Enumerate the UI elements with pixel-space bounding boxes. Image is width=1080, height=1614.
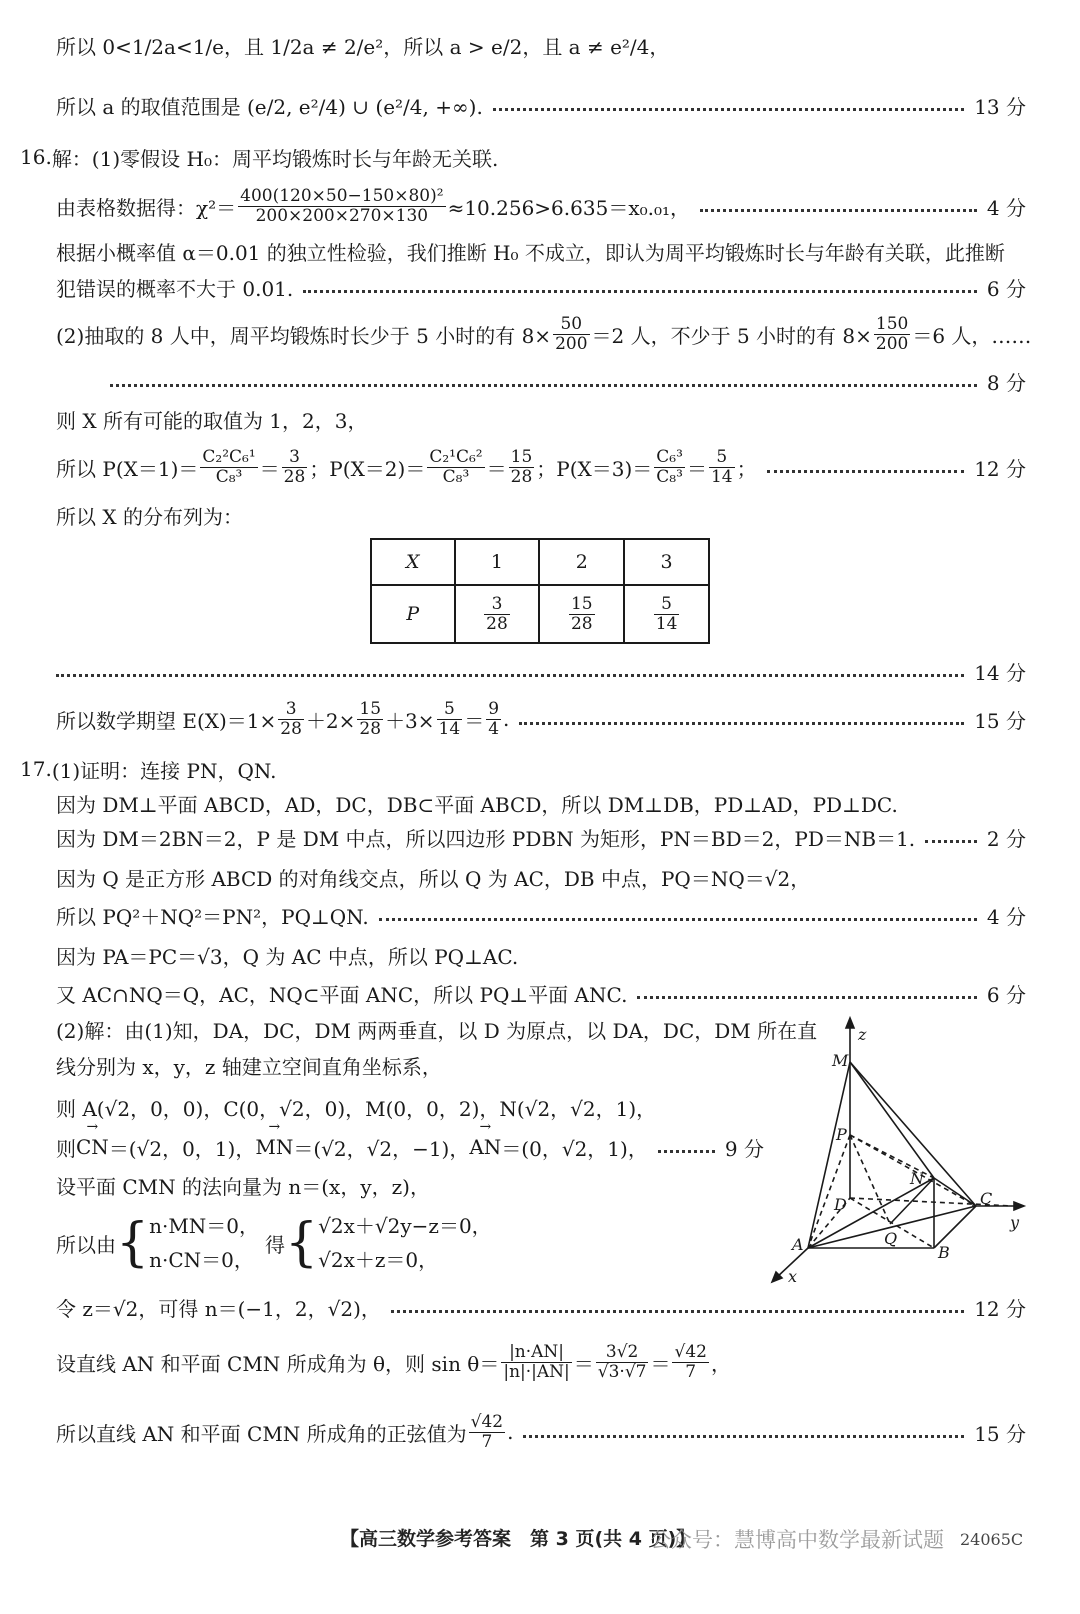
text: . <box>507 1420 514 1444</box>
score: 4 分 <box>986 195 1026 220</box>
score-line-14 <box>56 654 1026 688</box>
proof-line-1 <box>56 786 1026 820</box>
system-line: 所以由 { n·MN＝0， n·CN＝0， 得 { √2x＋√2y−z＝0， √2x＋z＝0， <box>56 1208 764 1278</box>
table-cell: P <box>371 585 455 643</box>
edge-MN <box>850 1062 934 1178</box>
text: ＝6 人，…… <box>912 323 1032 348</box>
label-A: A <box>792 1235 804 1254</box>
proof-line-5 <box>56 938 1026 972</box>
text: (1)证明：连接 PN，QN. <box>51 758 277 783</box>
x-values-line <box>56 402 1026 436</box>
text: ， <box>710 1351 731 1376</box>
text: ；P(X＝3)＝ <box>536 456 653 481</box>
probability-line: 所以 P(X＝1)＝ $\frac{\text{C₂²C₆¹}}{\text{C₈³}}$ ＝ $\frac{3}{28}$ ；P(X＝2)＝ $\frac{\text{C₂¹C₆²}}{\text{C₈³}}$ ＝ $\frac{15}{28}$ ；P(X＝3)＝ $\frac{\text{C₆³}}{\text{C₈³}}$ ＝ $\frac{5}{14}$ ； 12 分 <box>56 446 1026 487</box>
leader-dots <box>925 840 977 843</box>
text: ； <box>736 456 757 481</box>
text: ＋3× <box>385 708 435 733</box>
distribution-intro <box>56 498 1026 532</box>
fraction: $\frac{√42}{7}$ <box>470 1411 504 1452</box>
fraction: $\frac{|n\cdot AN|}{|n|\cdot|AN|}$ <box>503 1341 570 1382</box>
score: 12 分 <box>974 1296 1026 1321</box>
z-axis-arrow <box>846 1018 854 1028</box>
fraction: $\frac{5}{14}$ <box>710 446 733 487</box>
score: 6 分 <box>986 982 1026 1007</box>
system-left: n·MN＝0， n·CN＝0， <box>149 1214 260 1272</box>
label-B: B <box>938 1243 950 1262</box>
text: 则 <box>56 1136 76 1161</box>
fraction: $\frac{\text{C₂²C₆¹}}{\text{C₈³}}$ <box>202 446 256 487</box>
fraction: $\frac{15}{28}$ <box>510 446 533 487</box>
continuation-line-2 <box>56 88 1026 122</box>
edge-MA <box>808 1062 850 1248</box>
leader-dots <box>637 996 976 999</box>
sine-line: 设直线 AN 和平面 CMN 所成角为 θ，则 sin θ＝ $\frac{|n\cdot AN|}{|n|\cdot|AN|}$ ＝ $\frac{3√2}{√3\cdot√7}$ ＝ $\frac{√42}{7}$ ， <box>56 1341 731 1382</box>
table-row <box>371 539 709 585</box>
text: ≈10.256>6.635＝x₀.₀₁， <box>447 195 691 220</box>
table-cell: 2 <box>539 539 624 585</box>
leader-dots <box>700 209 977 212</box>
score: 8 分 <box>986 370 1026 395</box>
proof-line-3 <box>56 860 1026 894</box>
score: 4 分 <box>986 904 1026 929</box>
doc-code: 24065C <box>960 1530 1024 1549</box>
leader-dots <box>493 108 964 111</box>
fraction: $\frac{3√2}{√3\cdot√7}$ <box>597 1341 647 1382</box>
vector-mn: → MN <box>255 1135 293 1159</box>
leader-dots <box>767 470 965 473</box>
leader-dots <box>56 674 964 677</box>
text: ＝2 人，不少于 5 小时的有 8× <box>591 323 872 348</box>
fraction: $\frac{3}{28}$ <box>283 446 306 487</box>
text: ＝(0，√2，1)， <box>501 1136 648 1161</box>
y-axis-arrow <box>1014 1202 1024 1210</box>
leader-dots <box>303 290 977 293</box>
fraction: $\frac{15}{28}$ <box>359 698 382 739</box>
fraction: $\frac{\text{C₆³}}{\text{C₈³}}$ <box>656 446 683 487</box>
text: 犯错误的概率不大于 0.01. <box>56 276 294 301</box>
text: 所以 PQ²＋NQ²＝PN²，PQ⊥QN. <box>56 904 369 929</box>
text: 所以 P(X＝1)＝ <box>56 456 199 481</box>
fraction: $\frac{3}{28}$ <box>280 698 302 739</box>
label-Q: Q <box>884 1229 898 1248</box>
inference-line-2 <box>56 270 1026 304</box>
score: 9 分 <box>724 1136 764 1161</box>
score: 15 分 <box>974 1421 1026 1446</box>
text: 所以 X 的分布列为： <box>56 504 243 529</box>
vectors-line <box>56 1130 764 1164</box>
fraction: $\frac{5}{14}$ <box>438 698 461 739</box>
proof-line-4 <box>56 898 1026 932</box>
inference-line-1 <box>56 234 1026 268</box>
text: 所以直线 AN 和平面 CMN 所成角的正弦值为 <box>56 1421 467 1446</box>
coords-line <box>56 1090 764 1124</box>
vector-cn: → CN <box>76 1135 109 1159</box>
final-answer-line <box>56 1410 1026 1454</box>
table-cell: 3 <box>624 539 709 585</box>
text: 由表格数据得：χ²＝ <box>56 195 237 220</box>
text: (2)解：由(1)知，DA，DC，DM 两两垂直，以 D 为原点，以 DA，DC，DM 所在直 <box>56 1018 818 1043</box>
text: ＝(√2，0，1)， <box>108 1136 256 1161</box>
score: 14 分 <box>974 660 1026 685</box>
text: 所以数学期望 E(X)＝1× <box>56 708 277 733</box>
label-z: z <box>858 1025 867 1044</box>
sampling-line <box>56 313 1032 354</box>
chi-square-line <box>56 186 1026 226</box>
question-number: 17. <box>20 757 52 781</box>
fraction: $\frac{9}{4}$ <box>488 698 500 739</box>
table-cell: $\frac{3}{28}$ <box>455 585 540 643</box>
chi-fraction: $\frac{\text{400(120×50−150×80)²}}{200\times 200\times 270\times 130}$ <box>240 185 444 226</box>
fraction: $\frac{\text{C₂¹C₆²}}{\text{C₈³}}$ <box>429 446 483 487</box>
question-number: 16. <box>20 145 52 169</box>
leader-dots <box>379 918 977 921</box>
fraction: $\frac{150}{200}$ <box>875 313 909 354</box>
continuation-line-1 <box>56 28 1026 62</box>
score: 6 分 <box>986 276 1026 301</box>
normal-result-line <box>56 1290 1026 1324</box>
score: 2 分 <box>986 826 1026 851</box>
q16-heading <box>20 140 1026 174</box>
text: 线分别为 x，y，z 轴建立空间直角坐标系， <box>56 1054 442 1079</box>
normal-vector-line <box>56 1168 764 1202</box>
leader-dots <box>110 384 977 387</box>
label-D: D <box>834 1195 847 1214</box>
text: 因为 PA＝PC＝√3，Q 为 AC 中点，所以 PQ⊥AC. <box>56 944 519 969</box>
table-cell: $\frac{15}{28}$ <box>539 585 624 643</box>
part2-line-1 <box>56 1012 818 1046</box>
score-line-8 <box>110 364 1026 398</box>
text: 所以 a 的取值范围是 (e/2, e²/4) ∪ (e²/4, +∞). <box>56 94 483 119</box>
q17-heading <box>20 752 1026 786</box>
edge-PQ <box>850 1135 890 1224</box>
edge-BC <box>934 1206 976 1248</box>
leader-dots <box>523 1435 964 1438</box>
fraction: $\frac{50}{200}$ <box>555 313 588 354</box>
text: 又 AC∩NQ＝Q，AC，NQ⊂平面 ANC，所以 PQ⊥平面 ANC. <box>56 982 628 1007</box>
score: 15 分 <box>974 708 1026 733</box>
text: 根据小概率值 α＝0.01 的独立性检验，我们推断 H₀ 不成立，即认为周平均锻炼时长与年龄有关联，此推断 <box>56 240 1005 265</box>
leader-dots <box>519 722 964 725</box>
label-N: N <box>910 1169 924 1188</box>
text: 解：(1)零假设 H₀：周平均锻炼时长与年龄无关联. <box>51 146 499 171</box>
label-P: P <box>836 1125 847 1144</box>
text: ＋2× <box>305 708 356 733</box>
proof-line-2 <box>56 820 1026 854</box>
leader-dots <box>391 1310 964 1313</box>
text: (2)抽取的 8 人中，周平均锻炼时长少于 5 小时的有 8× <box>56 323 552 348</box>
vector-an: → AN <box>469 1135 501 1159</box>
text: 因为 Q 是正方形 ABCD 的对角线交点，所以 Q 为 AC，DB 中点，PQ＝NQ＝√2， <box>56 866 811 891</box>
text: 因为 DM＝2BN＝2，P 是 DM 中点，所以四边形 PDBN 为矩形，PN＝BD＝2，PD＝NB＝1. <box>56 826 916 851</box>
watermark: 公众号：慧博高中数学最新试题 <box>650 1528 944 1552</box>
fraction: $\frac{√42}{7}$ <box>674 1341 707 1382</box>
proof-line-6 <box>56 976 1026 1010</box>
text: 得 <box>265 1232 286 1257</box>
text: 令 z＝√2，可得 n＝(−1，2，√2)， <box>56 1296 381 1321</box>
label-C: C <box>980 1189 993 1208</box>
table-cell: $\frac{5}{14}$ <box>624 585 709 643</box>
system-right: √2x＋√2y−z＝0， √2x＋z＝0， <box>318 1214 492 1272</box>
table-cell: 1 <box>455 539 540 585</box>
label-y: y <box>1010 1213 1020 1232</box>
part2-line-2 <box>56 1048 764 1082</box>
label-x: x <box>788 1267 798 1286</box>
text: 所以由 <box>56 1232 116 1257</box>
table-cell: X <box>371 539 455 585</box>
text: 因为 DM⊥平面 ABCD，AD，DC，DB⊂平面 ABCD，所以 DM⊥DB，PD⊥AD，PD⊥DC. <box>56 792 898 817</box>
text: ＝(√2，√2，−1)， <box>293 1136 470 1161</box>
score: 13 分 <box>974 94 1026 119</box>
score: 12 分 <box>974 456 1026 481</box>
distribution-table <box>370 538 710 644</box>
text: 设平面 CMN 的法向量为 n＝(x，y，z)， <box>56 1174 430 1199</box>
text: 设直线 AN 和平面 CMN 所成角为 θ，则 sin θ＝ <box>56 1351 500 1376</box>
coordinate-figure <box>760 1010 1030 1290</box>
text: 所以 0<1/2a<1/e，且 1/2a ≠ 2/e²，所以 a > e/2，且 a ≠ e²/4， <box>56 34 670 59</box>
text: ；P(X＝2)＝ <box>309 456 426 481</box>
text: 则 A(√2，0，0)，C(0，√2，0)，M(0，0，2)，N(√2，√2，1)， <box>56 1096 657 1121</box>
text: 则 X 所有可能的取值为 1，2，3， <box>56 408 368 433</box>
table-row <box>371 585 709 643</box>
page-footer: 【高三数学参考答案 第 3 页(共 4 页)】 <box>340 1528 696 1550</box>
expectation-line: 所以数学期望 E(X)＝1× $\frac{3}{28}$ ＋2× $\frac{15}{28}$ ＋3× $\frac{5}{14}$ ＝ $\frac{9}{4}$ . 15 分 <box>56 698 1026 739</box>
label-M: M <box>832 1051 849 1070</box>
leader-dots <box>658 1150 715 1153</box>
